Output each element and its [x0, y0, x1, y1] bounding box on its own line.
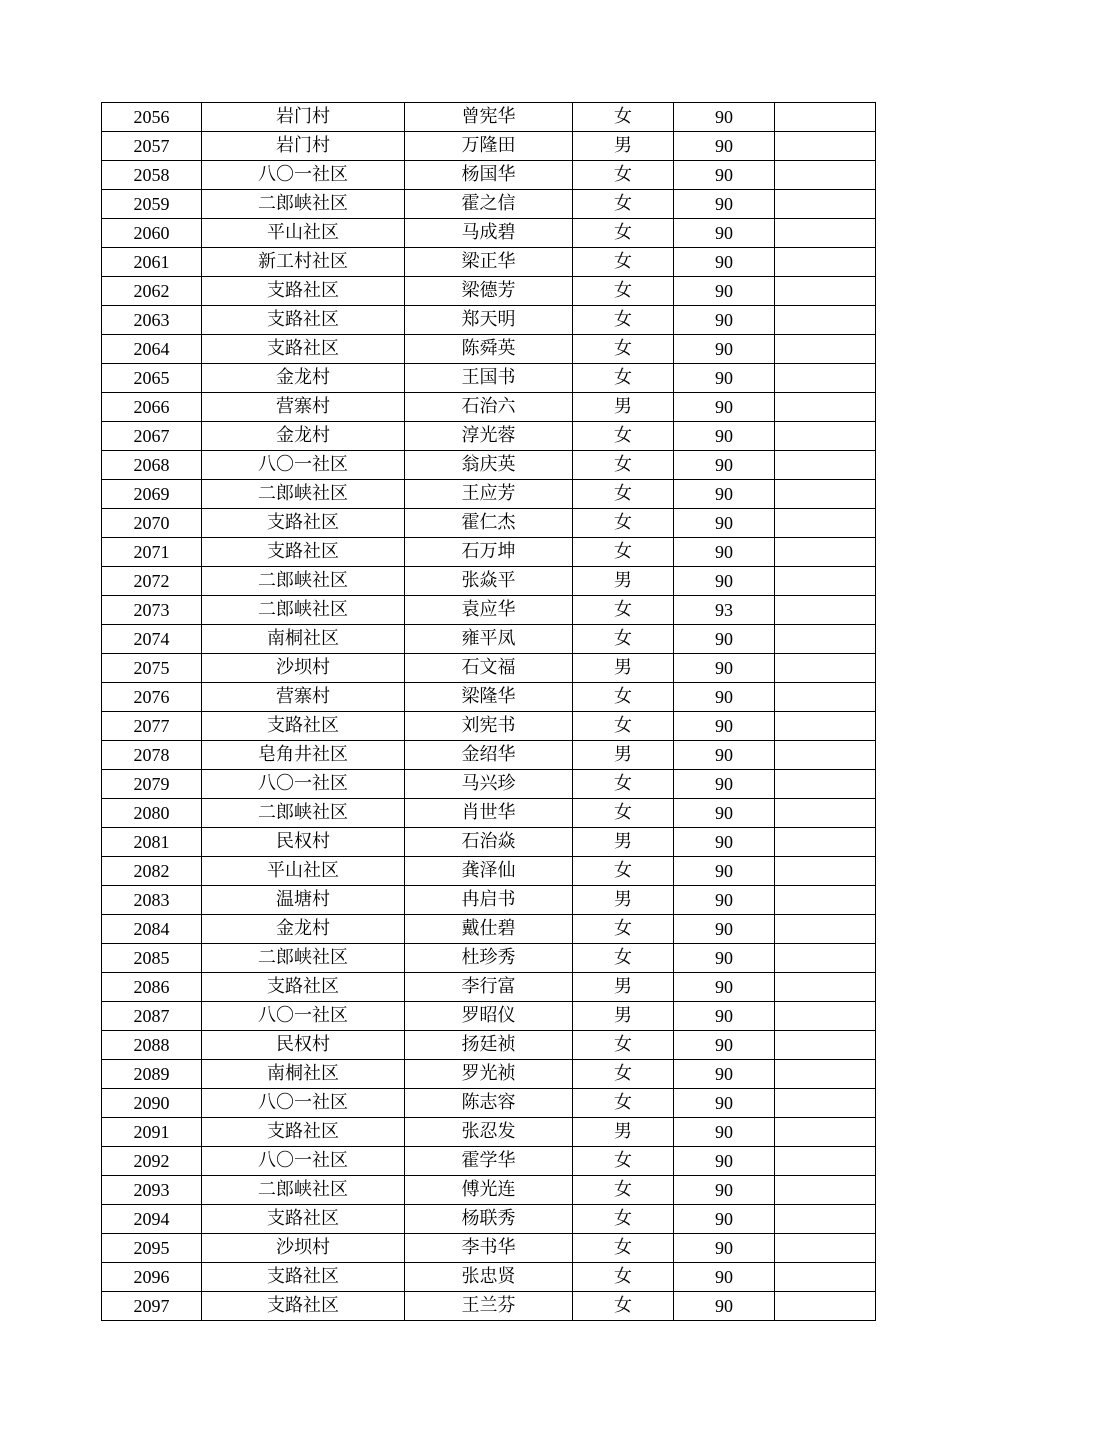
age-cell: 90	[674, 1089, 775, 1118]
person-name-cell: 霍之信	[405, 190, 573, 219]
gender-cell: 女	[573, 712, 674, 741]
note-cell	[775, 219, 876, 248]
age-cell: 90	[674, 828, 775, 857]
person-name-cell: 张忍发	[405, 1118, 573, 1147]
note-cell	[775, 509, 876, 538]
row-number-cell: 2090	[102, 1089, 202, 1118]
table-row	[102, 683, 876, 712]
person-name-cell: 金绍华	[405, 741, 573, 770]
community-cell: 二郎峡社区	[202, 596, 405, 625]
note-cell	[775, 828, 876, 857]
table-row	[102, 915, 876, 944]
person-name-cell: 扬廷祯	[405, 1031, 573, 1060]
gender-cell: 女	[573, 1263, 674, 1292]
row-number-cell: 2077	[102, 712, 202, 741]
person-name-cell: 王应芳	[405, 480, 573, 509]
age-cell: 90	[674, 654, 775, 683]
gender-cell: 女	[573, 306, 674, 335]
community-cell: 八〇一社区	[202, 161, 405, 190]
note-cell	[775, 1031, 876, 1060]
gender-cell: 女	[573, 1234, 674, 1263]
note-cell	[775, 770, 876, 799]
person-name-cell: 王兰芬	[405, 1292, 573, 1321]
community-cell: 平山社区	[202, 857, 405, 886]
note-cell	[775, 1176, 876, 1205]
note-cell	[775, 335, 876, 364]
age-cell: 90	[674, 393, 775, 422]
gender-cell: 男	[573, 741, 674, 770]
person-name-cell: 石治六	[405, 393, 573, 422]
age-cell: 90	[674, 103, 775, 132]
table-row	[102, 828, 876, 857]
age-cell: 90	[674, 277, 775, 306]
person-name-cell: 戴仕碧	[405, 915, 573, 944]
table-row	[102, 103, 876, 132]
roster-table	[101, 102, 876, 1321]
note-cell	[775, 1292, 876, 1321]
person-name-cell: 袁应华	[405, 596, 573, 625]
gender-cell: 女	[573, 1060, 674, 1089]
note-cell	[775, 857, 876, 886]
person-name-cell: 冉启书	[405, 886, 573, 915]
person-name-cell: 石文福	[405, 654, 573, 683]
age-cell: 90	[674, 509, 775, 538]
row-number-cell: 2074	[102, 625, 202, 654]
gender-cell: 女	[573, 277, 674, 306]
person-name-cell: 陈舜英	[405, 335, 573, 364]
note-cell	[775, 103, 876, 132]
community-cell: 支路社区	[202, 538, 405, 567]
note-cell	[775, 1263, 876, 1292]
row-number-cell: 2069	[102, 480, 202, 509]
person-name-cell: 刘宪书	[405, 712, 573, 741]
community-cell: 二郎峡社区	[202, 480, 405, 509]
community-cell: 二郎峡社区	[202, 567, 405, 596]
gender-cell: 男	[573, 828, 674, 857]
row-number-cell: 2076	[102, 683, 202, 712]
note-cell	[775, 132, 876, 161]
note-cell	[775, 1002, 876, 1031]
person-name-cell: 李行富	[405, 973, 573, 1002]
community-cell: 支路社区	[202, 277, 405, 306]
row-number-cell: 2061	[102, 248, 202, 277]
community-cell: 皂角井社区	[202, 741, 405, 770]
note-cell	[775, 1118, 876, 1147]
row-number-cell: 2089	[102, 1060, 202, 1089]
row-number-cell: 2078	[102, 741, 202, 770]
row-number-cell: 2072	[102, 567, 202, 596]
community-cell: 支路社区	[202, 1292, 405, 1321]
age-cell: 90	[674, 422, 775, 451]
person-name-cell: 雍平凤	[405, 625, 573, 654]
gender-cell: 女	[573, 422, 674, 451]
row-number-cell: 2079	[102, 770, 202, 799]
table-row	[102, 219, 876, 248]
gender-cell: 女	[573, 596, 674, 625]
row-number-cell: 2067	[102, 422, 202, 451]
table-row	[102, 451, 876, 480]
table-row	[102, 248, 876, 277]
community-cell: 支路社区	[202, 1263, 405, 1292]
age-cell: 90	[674, 1234, 775, 1263]
row-number-cell: 2092	[102, 1147, 202, 1176]
community-cell: 金龙村	[202, 915, 405, 944]
community-cell: 支路社区	[202, 509, 405, 538]
table-row	[102, 1118, 876, 1147]
community-cell: 民权村	[202, 828, 405, 857]
person-name-cell: 曾宪华	[405, 103, 573, 132]
community-cell: 温塘村	[202, 886, 405, 915]
table-row	[102, 741, 876, 770]
community-cell: 八〇一社区	[202, 1002, 405, 1031]
age-cell: 90	[674, 799, 775, 828]
row-number-cell: 2071	[102, 538, 202, 567]
community-cell: 二郎峡社区	[202, 799, 405, 828]
row-number-cell: 2087	[102, 1002, 202, 1031]
note-cell	[775, 248, 876, 277]
community-cell: 营寨村	[202, 393, 405, 422]
age-cell: 90	[674, 364, 775, 393]
community-cell: 平山社区	[202, 219, 405, 248]
note-cell	[775, 306, 876, 335]
person-name-cell: 霍学华	[405, 1147, 573, 1176]
person-name-cell: 肖世华	[405, 799, 573, 828]
person-name-cell: 陈志容	[405, 1089, 573, 1118]
table-row	[102, 1147, 876, 1176]
row-number-cell: 2062	[102, 277, 202, 306]
gender-cell: 女	[573, 364, 674, 393]
person-name-cell: 石万坤	[405, 538, 573, 567]
table-row	[102, 393, 876, 422]
note-cell	[775, 886, 876, 915]
note-cell	[775, 277, 876, 306]
table-row	[102, 538, 876, 567]
table-row	[102, 277, 876, 306]
row-number-cell: 2070	[102, 509, 202, 538]
age-cell: 90	[674, 306, 775, 335]
community-cell: 岩门村	[202, 103, 405, 132]
table-row	[102, 1089, 876, 1118]
gender-cell: 男	[573, 567, 674, 596]
community-cell: 八〇一社区	[202, 770, 405, 799]
table-row	[102, 1176, 876, 1205]
gender-cell: 女	[573, 1089, 674, 1118]
age-cell: 90	[674, 190, 775, 219]
table-row	[102, 1263, 876, 1292]
person-name-cell: 马成碧	[405, 219, 573, 248]
row-number-cell: 2068	[102, 451, 202, 480]
community-cell: 二郎峡社区	[202, 190, 405, 219]
table-row	[102, 1002, 876, 1031]
gender-cell: 女	[573, 857, 674, 886]
note-cell	[775, 1147, 876, 1176]
row-number-cell: 2091	[102, 1118, 202, 1147]
age-cell: 90	[674, 480, 775, 509]
age-cell: 90	[674, 741, 775, 770]
community-cell: 八〇一社区	[202, 1147, 405, 1176]
row-number-cell: 2073	[102, 596, 202, 625]
person-name-cell: 马兴珍	[405, 770, 573, 799]
community-cell: 金龙村	[202, 422, 405, 451]
gender-cell: 女	[573, 161, 674, 190]
row-number-cell: 2058	[102, 161, 202, 190]
row-number-cell: 2063	[102, 306, 202, 335]
age-cell: 90	[674, 132, 775, 161]
gender-cell: 女	[573, 451, 674, 480]
age-cell: 90	[674, 219, 775, 248]
gender-cell: 女	[573, 480, 674, 509]
table-row	[102, 944, 876, 973]
person-name-cell: 翁庆英	[405, 451, 573, 480]
note-cell	[775, 480, 876, 509]
age-cell: 90	[674, 1002, 775, 1031]
row-number-cell: 2064	[102, 335, 202, 364]
community-cell: 南桐社区	[202, 625, 405, 654]
row-number-cell: 2056	[102, 103, 202, 132]
gender-cell: 男	[573, 1002, 674, 1031]
community-cell: 岩门村	[202, 132, 405, 161]
age-cell: 90	[674, 1205, 775, 1234]
age-cell: 90	[674, 248, 775, 277]
gender-cell: 女	[573, 1292, 674, 1321]
person-name-cell: 罗昭仪	[405, 1002, 573, 1031]
person-name-cell: 杜珍秀	[405, 944, 573, 973]
community-cell: 八〇一社区	[202, 451, 405, 480]
person-name-cell: 霍仁杰	[405, 509, 573, 538]
community-cell: 沙坝村	[202, 1234, 405, 1263]
gender-cell: 女	[573, 683, 674, 712]
row-number-cell: 2094	[102, 1205, 202, 1234]
table-row	[102, 886, 876, 915]
age-cell: 90	[674, 973, 775, 1002]
age-cell: 90	[674, 1147, 775, 1176]
note-cell	[775, 973, 876, 1002]
row-number-cell: 2088	[102, 1031, 202, 1060]
note-cell	[775, 915, 876, 944]
row-number-cell: 2057	[102, 132, 202, 161]
community-cell: 二郎峡社区	[202, 944, 405, 973]
person-name-cell: 龚泽仙	[405, 857, 573, 886]
age-cell: 90	[674, 1176, 775, 1205]
community-cell: 二郎峡社区	[202, 1176, 405, 1205]
age-cell: 90	[674, 1031, 775, 1060]
note-cell	[775, 364, 876, 393]
age-cell: 90	[674, 625, 775, 654]
note-cell	[775, 567, 876, 596]
gender-cell: 女	[573, 538, 674, 567]
person-name-cell: 罗光祯	[405, 1060, 573, 1089]
note-cell	[775, 451, 876, 480]
gender-cell: 女	[573, 915, 674, 944]
row-number-cell: 2081	[102, 828, 202, 857]
note-cell	[775, 1205, 876, 1234]
note-cell	[775, 1234, 876, 1263]
gender-cell: 女	[573, 190, 674, 219]
table-row	[102, 1060, 876, 1089]
age-cell: 90	[674, 1263, 775, 1292]
note-cell	[775, 654, 876, 683]
age-cell: 90	[674, 886, 775, 915]
person-name-cell: 王国书	[405, 364, 573, 393]
table-row	[102, 973, 876, 1002]
gender-cell: 女	[573, 1147, 674, 1176]
table-row	[102, 625, 876, 654]
row-number-cell: 2086	[102, 973, 202, 1002]
table-row	[102, 132, 876, 161]
table-row	[102, 335, 876, 364]
gender-cell: 女	[573, 625, 674, 654]
gender-cell: 女	[573, 335, 674, 364]
age-cell: 90	[674, 1060, 775, 1089]
table-row	[102, 654, 876, 683]
row-number-cell: 2075	[102, 654, 202, 683]
gender-cell: 男	[573, 393, 674, 422]
age-cell: 90	[674, 451, 775, 480]
gender-cell: 男	[573, 886, 674, 915]
age-cell: 90	[674, 1118, 775, 1147]
age-cell: 90	[674, 161, 775, 190]
community-cell: 金龙村	[202, 364, 405, 393]
row-number-cell: 2084	[102, 915, 202, 944]
gender-cell: 男	[573, 973, 674, 1002]
person-name-cell: 万隆田	[405, 132, 573, 161]
community-cell: 民权村	[202, 1031, 405, 1060]
gender-cell: 女	[573, 799, 674, 828]
age-cell: 90	[674, 538, 775, 567]
note-cell	[775, 161, 876, 190]
gender-cell: 女	[573, 509, 674, 538]
person-name-cell: 张忠贤	[405, 1263, 573, 1292]
row-number-cell: 2065	[102, 364, 202, 393]
table-row	[102, 364, 876, 393]
person-name-cell: 梁隆华	[405, 683, 573, 712]
community-cell: 沙坝村	[202, 654, 405, 683]
age-cell: 90	[674, 712, 775, 741]
row-number-cell: 2085	[102, 944, 202, 973]
gender-cell: 女	[573, 1176, 674, 1205]
gender-cell: 男	[573, 654, 674, 683]
note-cell	[775, 799, 876, 828]
note-cell	[775, 190, 876, 219]
roster-table-body	[102, 103, 876, 1321]
age-cell: 90	[674, 335, 775, 364]
table-row	[102, 190, 876, 219]
person-name-cell: 傅光连	[405, 1176, 573, 1205]
row-number-cell: 2096	[102, 1263, 202, 1292]
table-row	[102, 567, 876, 596]
row-number-cell: 2097	[102, 1292, 202, 1321]
gender-cell: 女	[573, 770, 674, 799]
row-number-cell: 2060	[102, 219, 202, 248]
table-row	[102, 480, 876, 509]
person-name-cell: 李书华	[405, 1234, 573, 1263]
table-row	[102, 1234, 876, 1263]
person-name-cell: 石治焱	[405, 828, 573, 857]
table-row	[102, 1205, 876, 1234]
community-cell: 支路社区	[202, 335, 405, 364]
row-number-cell: 2095	[102, 1234, 202, 1263]
age-cell: 90	[674, 683, 775, 712]
age-cell: 90	[674, 944, 775, 973]
community-cell: 八〇一社区	[202, 1089, 405, 1118]
note-cell	[775, 683, 876, 712]
person-name-cell: 郑天明	[405, 306, 573, 335]
person-name-cell: 杨国华	[405, 161, 573, 190]
community-cell: 营寨村	[202, 683, 405, 712]
age-cell: 93	[674, 596, 775, 625]
table-row	[102, 712, 876, 741]
person-name-cell: 张焱平	[405, 567, 573, 596]
community-cell: 支路社区	[202, 1118, 405, 1147]
note-cell	[775, 944, 876, 973]
table-row	[102, 596, 876, 625]
row-number-cell: 2082	[102, 857, 202, 886]
table-row	[102, 799, 876, 828]
community-cell: 支路社区	[202, 306, 405, 335]
gender-cell: 女	[573, 1205, 674, 1234]
gender-cell: 女	[573, 103, 674, 132]
note-cell	[775, 393, 876, 422]
age-cell: 90	[674, 1292, 775, 1321]
row-number-cell: 2059	[102, 190, 202, 219]
note-cell	[775, 625, 876, 654]
note-cell	[775, 596, 876, 625]
person-name-cell: 梁德芳	[405, 277, 573, 306]
community-cell: 支路社区	[202, 973, 405, 1002]
row-number-cell: 2093	[102, 1176, 202, 1205]
table-row	[102, 161, 876, 190]
gender-cell: 男	[573, 132, 674, 161]
age-cell: 90	[674, 567, 775, 596]
note-cell	[775, 712, 876, 741]
note-cell	[775, 422, 876, 451]
age-cell: 90	[674, 915, 775, 944]
table-row	[102, 770, 876, 799]
community-cell: 支路社区	[202, 1205, 405, 1234]
note-cell	[775, 741, 876, 770]
table-row	[102, 306, 876, 335]
age-cell: 90	[674, 857, 775, 886]
table-row	[102, 509, 876, 538]
note-cell	[775, 1089, 876, 1118]
gender-cell: 男	[573, 1118, 674, 1147]
table-row	[102, 1292, 876, 1321]
gender-cell: 女	[573, 248, 674, 277]
age-cell: 90	[674, 770, 775, 799]
gender-cell: 女	[573, 1031, 674, 1060]
person-name-cell: 淳光蓉	[405, 422, 573, 451]
person-name-cell: 梁正华	[405, 248, 573, 277]
row-number-cell: 2083	[102, 886, 202, 915]
row-number-cell: 2066	[102, 393, 202, 422]
community-cell: 支路社区	[202, 712, 405, 741]
community-cell: 南桐社区	[202, 1060, 405, 1089]
note-cell	[775, 538, 876, 567]
gender-cell: 女	[573, 219, 674, 248]
note-cell	[775, 1060, 876, 1089]
table-row	[102, 857, 876, 886]
table-row	[102, 1031, 876, 1060]
row-number-cell: 2080	[102, 799, 202, 828]
community-cell: 新工村社区	[202, 248, 405, 277]
table-row	[102, 422, 876, 451]
person-name-cell: 杨联秀	[405, 1205, 573, 1234]
gender-cell: 女	[573, 944, 674, 973]
